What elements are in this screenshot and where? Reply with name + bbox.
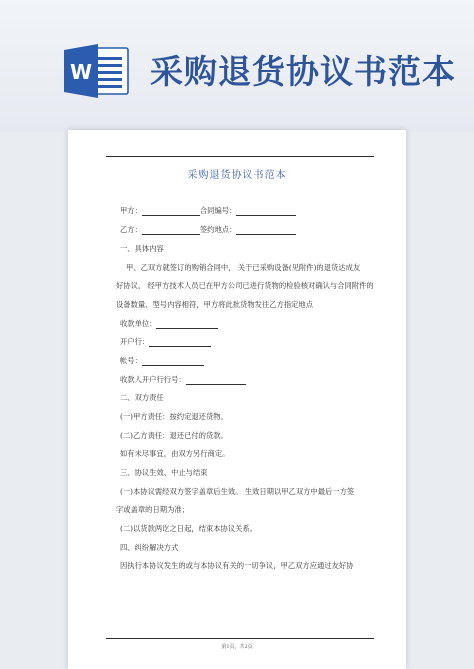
bank-no-label: 收款人开户行行号： <box>120 375 186 384</box>
section2-heading: 二、双方责任 <box>120 393 164 402</box>
party-a-blank[interactable] <box>142 207 200 216</box>
payee-label: 收款单位： <box>120 319 157 328</box>
document-page[interactable] <box>68 130 406 669</box>
bottom-rule <box>106 638 374 639</box>
account-line <box>120 356 204 366</box>
para1-line3: 设备数量、型号内容相符，甲方将此批货物发往乙方指定地点 <box>116 300 314 309</box>
party-b-label: 乙方： <box>120 225 142 234</box>
bank-blank[interactable] <box>149 338 211 347</box>
top-rule <box>106 156 374 157</box>
effect-line2: 字或盖章的日期为准； <box>116 505 189 514</box>
word-icon-letter: W <box>69 60 93 84</box>
contract-no-blank[interactable] <box>236 207 296 216</box>
account-label: 帐号： <box>120 356 142 365</box>
payee-blank[interactable] <box>156 320 218 329</box>
section4-heading: 四、纠纷解决方式 <box>120 543 179 552</box>
bank-no-blank[interactable] <box>186 376 246 385</box>
effect-end: (二)以货款两讫之日起，结束本协议关系。 <box>120 524 258 533</box>
duty-other: 如有未尽事宜，由双方另行商定。 <box>120 449 230 458</box>
account-blank[interactable] <box>142 357 204 366</box>
document-title: 采购退货协议书范本 <box>187 170 287 181</box>
dispute-line1: 因执行本协议发生的或与本协议有关的一切争议，甲乙双方应通过友好协 <box>120 561 354 570</box>
party-b-blank[interactable] <box>142 226 200 235</box>
bank-line <box>120 337 211 347</box>
section3-heading: 三、协议生效、中止与结束 <box>120 468 208 477</box>
contract-no-label: 合同编号： <box>199 206 237 215</box>
duty-b: (二)乙方责任：退还已付的货款。 <box>120 431 228 440</box>
party-a-line <box>120 206 296 216</box>
bank-no-line <box>120 375 246 385</box>
word-icon <box>62 42 132 100</box>
effect-line1: (一)本协议需经双方签字盖章后生效。 生效日期以甲乙双方中最后一方签 <box>120 487 355 496</box>
duty-a: (一)甲方责任：按约定退还货物。 <box>120 412 228 421</box>
bank-label: 开户行： <box>120 337 150 346</box>
banner-title: 采购退货协议书范本 <box>150 52 456 91</box>
payee-line <box>120 319 218 329</box>
page-footer: 第1页，共2页 <box>221 644 253 650</box>
sign-place-label: 签约地点： <box>199 225 237 234</box>
para1-line1: 甲、乙双方就签订的购销合同中， 关于已采购设备(见附件)的退货达成友 <box>126 263 361 272</box>
party-a-label: 甲方： <box>120 206 142 215</box>
para1-line2: 好协议， 经甲方技术人员已在甲方公司已进行货物的检验核对确认与合同附件的 <box>116 281 374 290</box>
section1-heading: 一、具体内容 <box>120 244 164 253</box>
party-b-line <box>120 225 296 235</box>
sign-place-blank[interactable] <box>236 226 296 235</box>
banner <box>0 0 474 132</box>
